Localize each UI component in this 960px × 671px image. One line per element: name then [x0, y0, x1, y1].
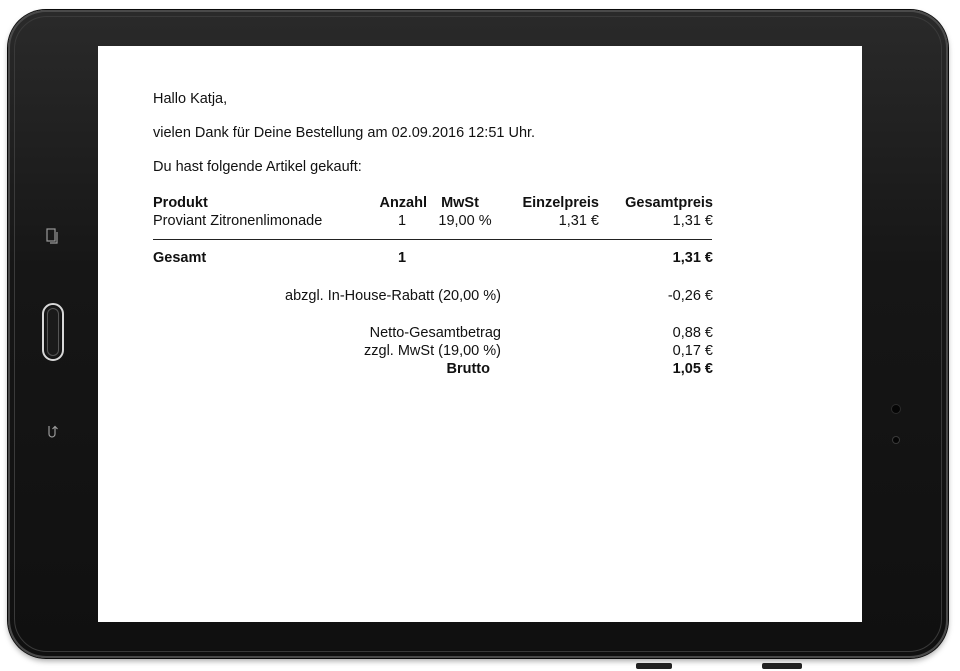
- back-icon[interactable]: [45, 423, 61, 439]
- intro-line: Du hast folgende Artikel gekauft:: [153, 159, 362, 175]
- screen: [98, 46, 862, 622]
- row-total-price: 1,31 €: [672, 213, 713, 229]
- total-label: Gesamt: [153, 250, 207, 266]
- row-product: Proviant Zitronenlimonade: [153, 213, 323, 229]
- discount-amount: -0,26 €: [667, 288, 713, 304]
- gross-label: Brutto: [446, 361, 490, 377]
- row-unit-price: 1,31 €: [558, 213, 599, 229]
- header-total-price: Gesamtpreis: [625, 195, 713, 211]
- header-quantity: Anzahl: [379, 195, 427, 211]
- power-button: [762, 663, 802, 669]
- light-sensor-icon: [893, 437, 899, 443]
- discount-label: abzgl. In-House-Rabatt (20,00 %): [285, 288, 501, 304]
- email-body: [98, 46, 862, 622]
- row-vat: 19,00 %: [438, 213, 492, 229]
- vat-sum-amount: 0,17 €: [672, 343, 713, 359]
- net-label: Netto-Gesamtbetrag: [369, 325, 501, 341]
- total-quantity: 1: [397, 250, 407, 266]
- thanks-line: vielen Dank für Deine Bestellung am 02.09.2016 12:51 Uhr.: [153, 125, 536, 141]
- home-button[interactable]: [42, 303, 64, 361]
- header-vat: MwSt: [441, 195, 479, 211]
- vat-sum-label: zzgl. MwSt (19,00 %): [364, 343, 501, 359]
- recent-apps-icon[interactable]: [46, 228, 60, 244]
- greeting: Hallo Katja,: [153, 91, 228, 107]
- front-camera-icon: [892, 405, 900, 413]
- volume-button: [636, 663, 672, 669]
- row-quantity: 1: [397, 213, 407, 229]
- gross-amount: 1,05 €: [672, 361, 713, 377]
- header-unit-price: Einzelpreis: [522, 195, 599, 211]
- header-product: Produkt: [153, 195, 208, 211]
- total-amount: 1,31 €: [672, 250, 713, 266]
- net-amount: 0,88 €: [672, 325, 713, 341]
- table-divider: [153, 239, 712, 240]
